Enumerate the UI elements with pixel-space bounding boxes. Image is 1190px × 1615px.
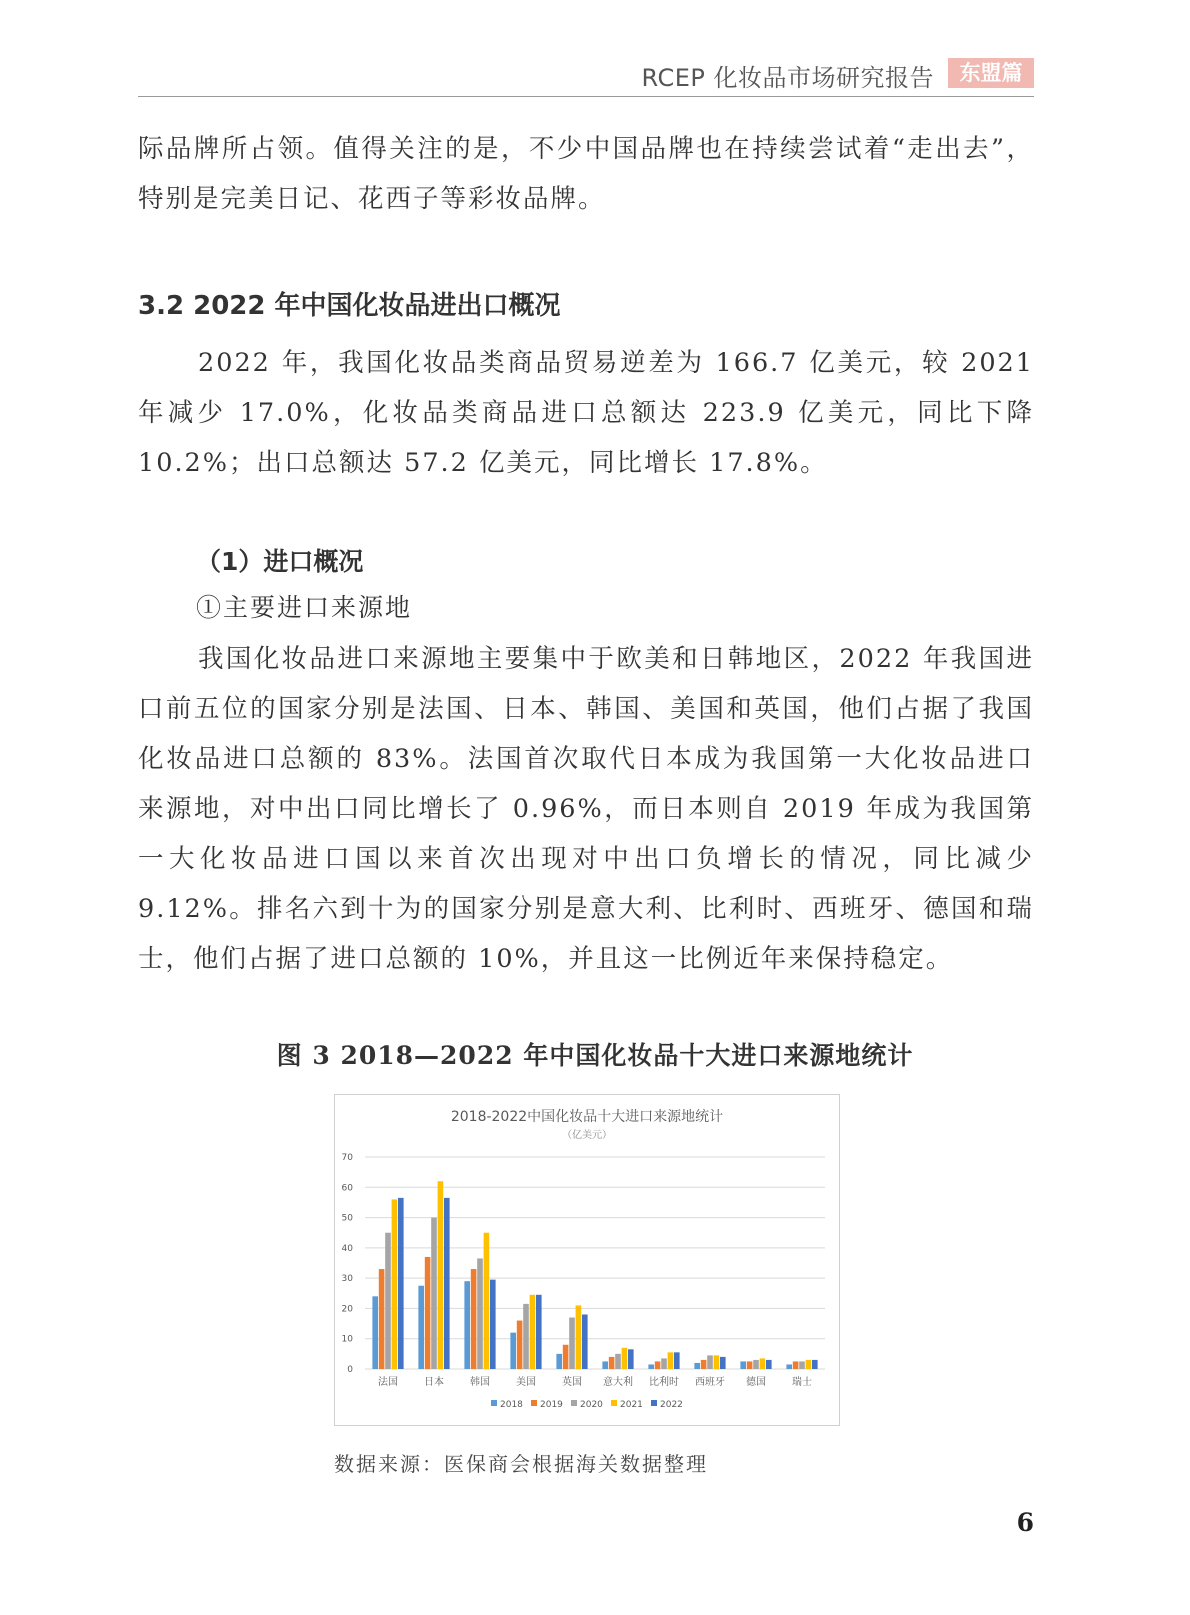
bar-2019 [563, 1345, 569, 1369]
y-tick-label: 70 [341, 1153, 353, 1163]
bar-2022 [490, 1280, 496, 1369]
subsection-paragraph: 我国化妆品进口来源地主要集中于欧美和日韩地区，2022 年我国进口前五位的国家分别是法国、日本、韩国、美国和英国，他们占据了我国化妆品进口总额的 83%。法国首次取代日本成为我国第一大化妆品进口来源地，对中出口同比增长了 0.96%，而日本则自 2019 年成为我国第一大化妆品进口国以来首次出现对中出口负增长的情况，同比减少 9.12%。排名六到十为的国家分别是意大利、比利时、西班牙、德国和瑞士，他们占据了进口总额的 10%，并且这一比例近年来保持稳定。 [138, 644, 1034, 974]
legend-label: 2018 [500, 1400, 523, 1410]
bar-2019 [471, 1269, 477, 1369]
x-tick-label: 韩国 [470, 1377, 490, 1388]
y-tick-label: 20 [341, 1304, 353, 1315]
legend-swatch [531, 1400, 537, 1406]
header-title: RCEP 化妆品市场研究报告 [641, 64, 934, 92]
x-tick-label: 法国 [378, 1377, 398, 1388]
bar-2021 [668, 1352, 674, 1369]
bar-2020 [661, 1358, 667, 1369]
bar-2021 [576, 1305, 582, 1369]
bar-2022 [444, 1198, 450, 1369]
x-tick-label: 美国 [516, 1377, 536, 1388]
section-title: 3.2 2022 年中国化妆品进出口概况 [138, 291, 561, 321]
x-tick-label: 瑞士 [792, 1377, 812, 1388]
intro-paragraph: 际品牌所占领。值得关注的是，不少中国品牌也在持续尝试着“走出去”，特别是完美日记、花西子等彩妆品牌。 [138, 134, 1034, 214]
figure-source: 数据来源：医保商会根据海关数据整理 [334, 1452, 708, 1476]
x-tick-label: 比利时 [649, 1377, 679, 1388]
y-tick-label: 50 [341, 1213, 353, 1224]
subsection-subtitle: ①主要进口来源地 [196, 593, 413, 622]
bar-2018 [556, 1354, 562, 1369]
bar-2021 [438, 1181, 444, 1369]
x-tick-label: 日本 [424, 1377, 444, 1388]
bar-2018 [648, 1364, 654, 1369]
bar-2019 [793, 1361, 799, 1369]
bar-2022 [628, 1349, 634, 1369]
chart-container [334, 1094, 840, 1426]
legend-swatch [491, 1400, 497, 1406]
bar-2021 [806, 1360, 812, 1369]
bar-2021 [622, 1348, 628, 1369]
legend-label: 2022 [660, 1400, 683, 1410]
bar-2022 [582, 1314, 588, 1369]
bar-2018 [418, 1286, 424, 1369]
bar-2018 [740, 1361, 746, 1369]
figure-caption: 图 3 2018—2022 年中国化妆品十大进口来源地统计 [276, 1041, 914, 1070]
x-tick-label: 西班牙 [695, 1377, 725, 1388]
bar-2019 [379, 1269, 385, 1369]
page-header [138, 52, 1034, 97]
bar-2019 [609, 1357, 615, 1369]
bar-2020 [385, 1233, 391, 1369]
bar-2019 [517, 1321, 523, 1369]
bar-2020 [569, 1318, 575, 1369]
y-tick-label: 10 [341, 1334, 353, 1345]
subsection-title: （1）进口概况 [196, 547, 364, 576]
bar-2021 [392, 1199, 398, 1369]
y-tick-label: 30 [341, 1274, 353, 1285]
x-tick-label: 意大利 [603, 1377, 633, 1388]
bar-2022 [398, 1198, 404, 1369]
bar-2021 [484, 1233, 490, 1369]
bar-2018 [602, 1361, 608, 1369]
bar-2019 [701, 1360, 707, 1369]
bar-2020 [753, 1360, 759, 1369]
bar-2019 [425, 1257, 431, 1369]
page-number: 6 [1016, 1508, 1034, 1537]
bar-2020 [707, 1355, 713, 1369]
bar-2019 [655, 1361, 661, 1369]
bar-2019 [747, 1361, 753, 1369]
bar-2018 [694, 1363, 700, 1369]
bar-chart [335, 1095, 839, 1425]
legend-swatch [651, 1400, 657, 1406]
y-tick-label: 0 [347, 1365, 353, 1375]
x-tick-label: 英国 [562, 1377, 582, 1388]
legend-label: 2019 [540, 1400, 563, 1410]
header-badge: 东盟篇 [948, 58, 1034, 88]
bar-2022 [720, 1357, 726, 1369]
bar-2018 [372, 1296, 378, 1369]
bar-2020 [523, 1304, 529, 1369]
chart-subtitle: （亿美元） [562, 1130, 612, 1141]
y-tick-label: 60 [341, 1183, 353, 1194]
bar-2020 [431, 1218, 437, 1369]
bar-2022 [812, 1360, 818, 1369]
bar-2018 [786, 1364, 792, 1369]
y-tick-label: 40 [341, 1243, 353, 1254]
legend-label: 2021 [620, 1400, 643, 1410]
bar-2022 [536, 1295, 542, 1369]
legend-swatch [571, 1400, 577, 1406]
bar-2020 [799, 1361, 805, 1369]
legend-label: 2020 [580, 1400, 603, 1410]
bar-2022 [674, 1352, 680, 1369]
legend-swatch [611, 1400, 617, 1406]
bar-2018 [510, 1333, 516, 1369]
chart-title: 2018-2022中国化妆品十大进口来源地统计 [450, 1109, 724, 1125]
bar-2022 [766, 1360, 772, 1369]
bar-2020 [615, 1354, 621, 1369]
bar-2021 [760, 1358, 766, 1369]
x-tick-label: 德国 [746, 1377, 766, 1388]
bar-2020 [477, 1258, 483, 1369]
bar-2021 [530, 1295, 536, 1369]
bar-2018 [464, 1281, 470, 1369]
bar-2021 [714, 1355, 720, 1369]
section-paragraph: 2022 年，我国化妆品类商品贸易逆差为 166.7 亿美元，较 2021 年减少 17.0%，化妆品类商品进口总额达 223.9 亿美元，同比下降 10.2%；出口总额达 57.2 亿美元，同比增长 17.8%。 [138, 348, 1034, 478]
